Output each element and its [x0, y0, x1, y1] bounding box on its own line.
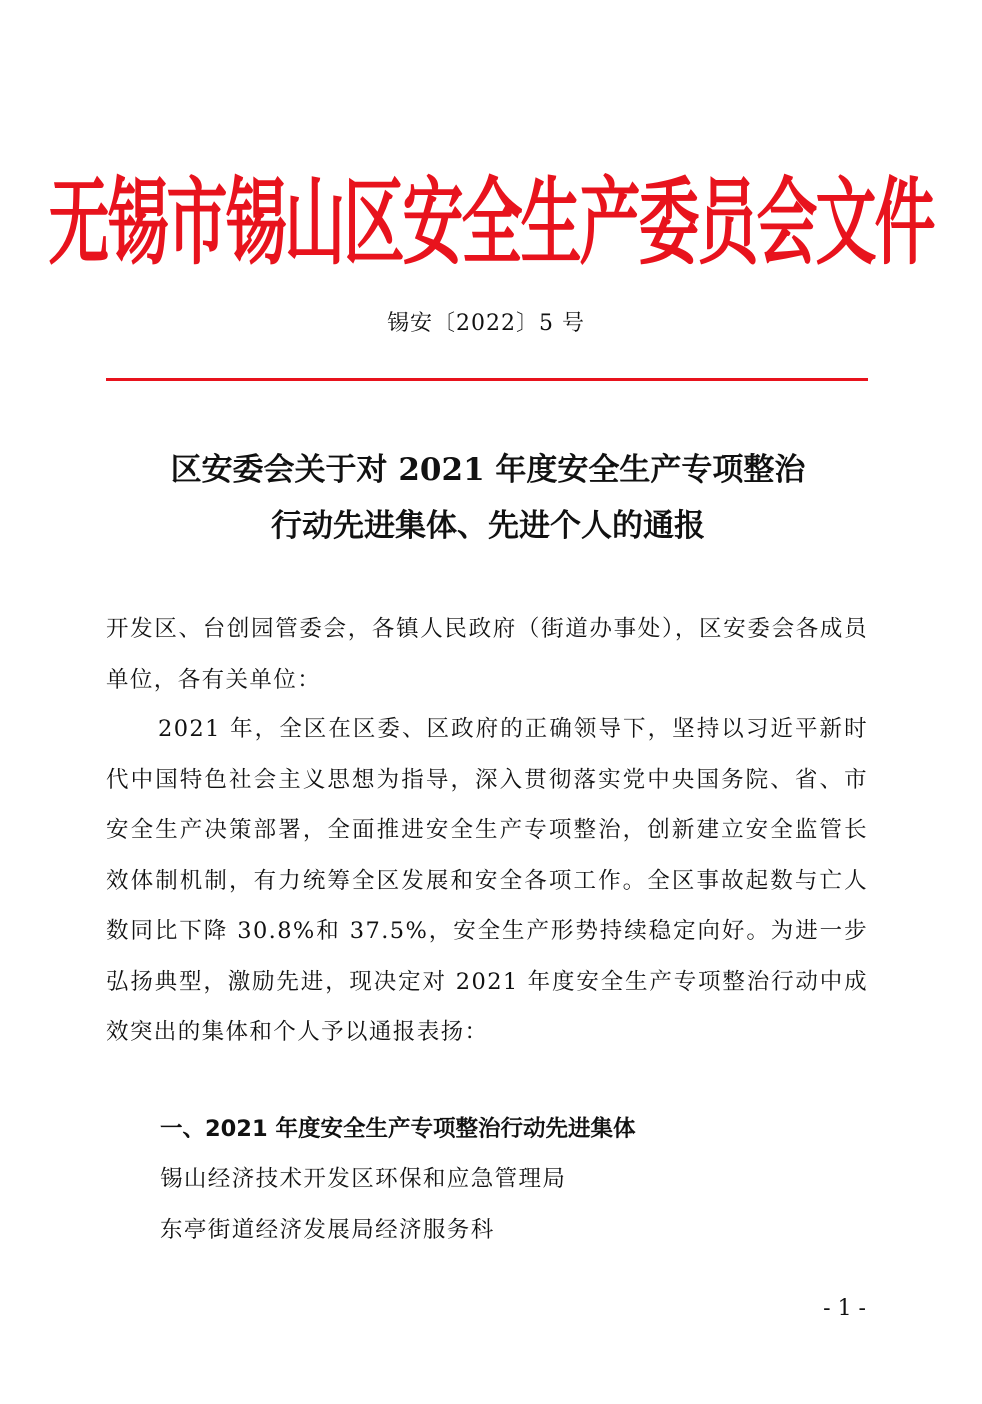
body-paragraph: 2021 年，全区在区委、区政府的正确领导下，坚持以习近平新时代中国特色社会主义思想为指导，深入贯彻落实党中央国务院、省、市安全生产决策部署，全面推进安全生产专项整治，创新建立安全监管长效体制机制，有力统筹全区发展和安全各项工作。全区事故起数与亡人数同比下降 30.8%和 37.5%，安全生产形势持续稳定向好。为进一步弘扬典型，激励先进，现决定对 2021 年度安全生产专项整治行动中成效突出的集体和个人予以通报表扬：: [106, 716, 868, 1045]
list-item: 锡山经济技术开发区环保和应急管理局: [160, 1166, 567, 1192]
list-item: 东亭街道经济发展局经济服务科: [160, 1217, 495, 1243]
addressee-paragraph: 开发区、台创园管委会，各镇人民政府（街道办事处），区安委会各成员单位，各有关单位：: [106, 616, 868, 693]
notice-title-line-2: 行动先进集体、先进个人的通报: [271, 508, 705, 544]
page-number: - 1 -: [823, 1296, 866, 1321]
masthead-title: 无锡市锡山区安全生产委员会文件: [48, 167, 934, 278]
notice-title: [100, 442, 876, 554]
document-masthead: [48, 150, 934, 280]
section-heading-advanced-collectives: 一、2021 年度安全生产专项整治行动先进集体: [160, 1116, 636, 1142]
notice-title-line-1: 区安委会关于对 2021 年度安全生产专项整治: [170, 452, 806, 488]
red-divider-line: [106, 378, 868, 381]
document-number: 锡安〔2022〕5 号: [387, 311, 585, 336]
